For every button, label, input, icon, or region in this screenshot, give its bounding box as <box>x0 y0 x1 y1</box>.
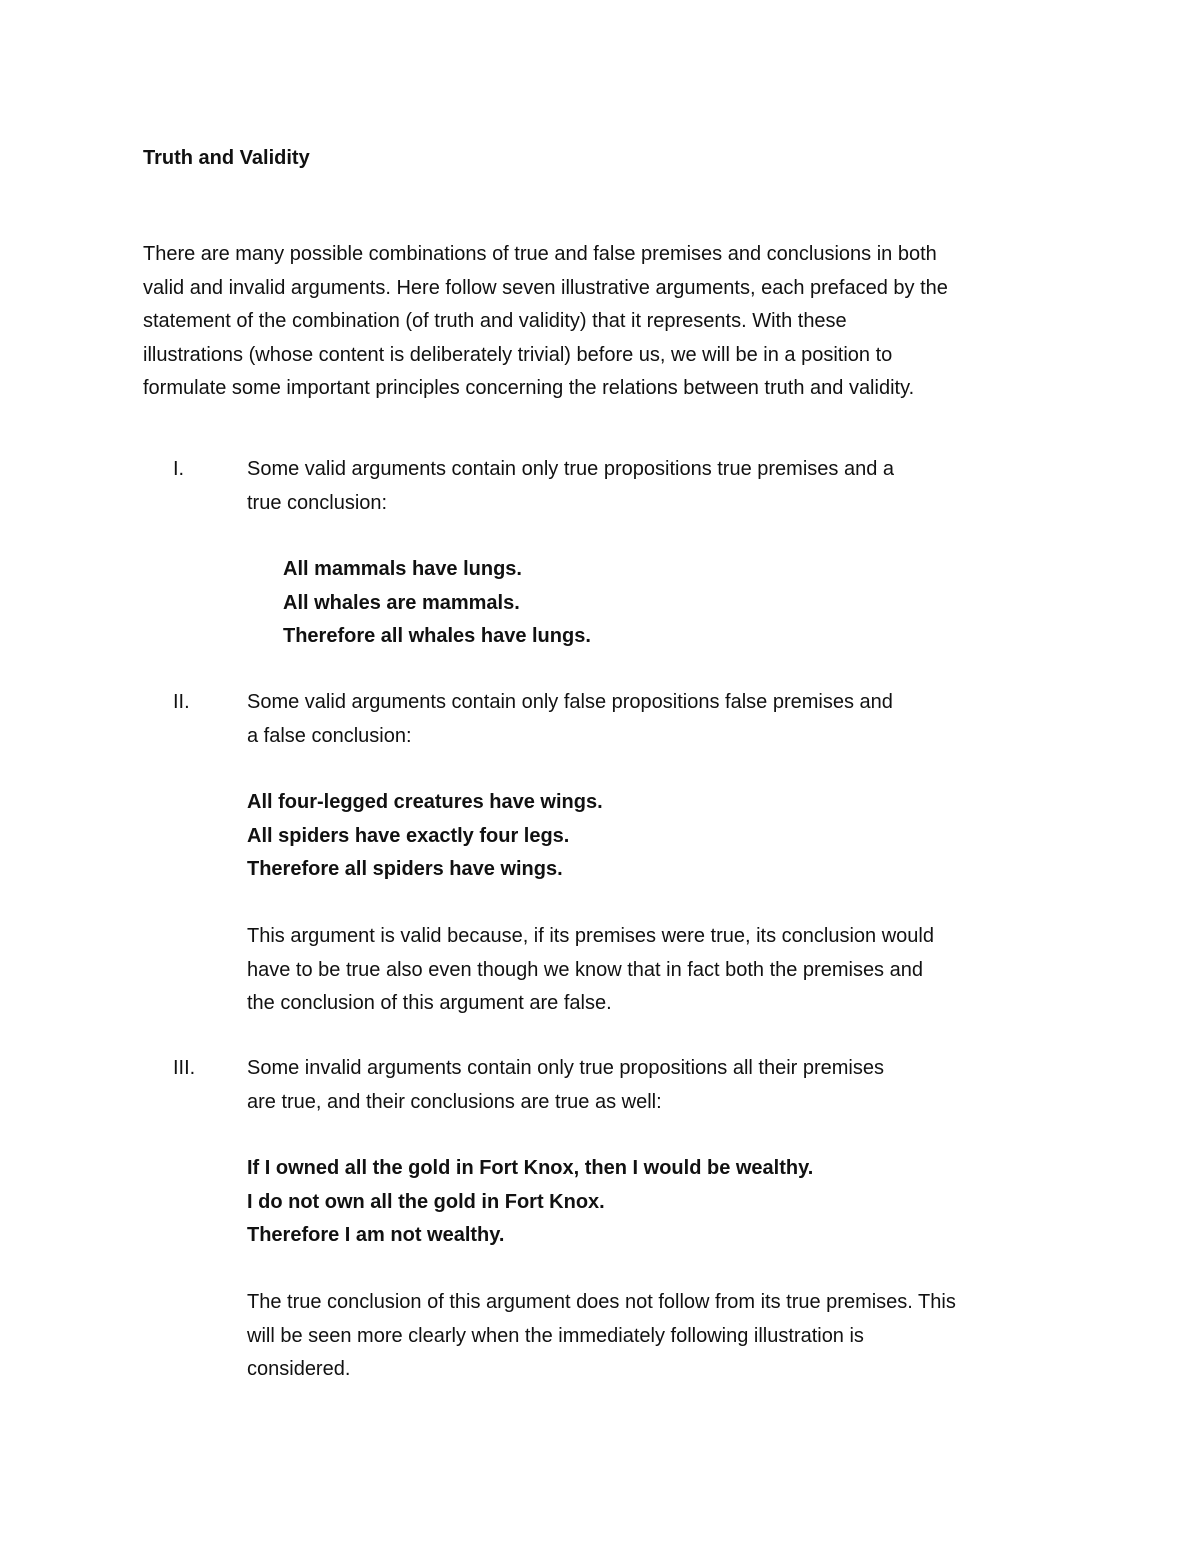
example-argument <box>247 1152 813 1253</box>
section-heading <box>247 1052 1047 1119</box>
intro-line: illustrations (whose content is deliberately trivial) before us, we will be in a position to <box>143 343 893 366</box>
intro-line: formulate some important principles concerning the relations between truth and validity. <box>143 377 915 399</box>
explanation-paragraph <box>247 920 1077 1021</box>
argument-conclusion: Therefore I am not wealthy. <box>247 1224 505 1246</box>
argument-premise: All mammals have lungs. <box>283 558 522 580</box>
example-argument <box>247 786 603 887</box>
section-heading <box>247 453 1047 520</box>
intro-line: There are many possible combinations of true and false premises and conclusions in both <box>143 243 937 265</box>
section-numeral: III. <box>173 1057 196 1079</box>
argument-premise: All whales are mammals. <box>283 591 520 614</box>
explanation-paragraph <box>247 1286 1077 1387</box>
heading-line: a false conclusion: <box>247 724 412 747</box>
intro-line: valid and invalid arguments. Here follow seven illustrative arguments, each prefaced by the <box>143 276 948 299</box>
note-line: This argument is valid because, if its premises were true, its conclusion would <box>247 925 934 947</box>
note-line: the conclusion of this argument are false. <box>247 992 612 1014</box>
section-numeral: I. <box>173 458 185 480</box>
heading-line: Some valid arguments contain only false propositions false premises and <box>247 691 893 713</box>
section-heading <box>247 686 1047 753</box>
example-argument <box>283 553 591 654</box>
document-title: Truth and Validity <box>143 147 310 169</box>
argument-conclusion: Therefore all spiders have wings. <box>247 858 563 880</box>
heading-line: Some invalid arguments contain only true propositions all their premises <box>247 1057 884 1079</box>
intro-paragraph <box>143 238 1073 406</box>
note-line: The true conclusion of this argument does not follow from its true premises. This <box>247 1291 956 1313</box>
argument-premise: All four-legged creatures have wings. <box>247 791 603 813</box>
heading-line: Some valid arguments contain only true propositions true premises and a <box>247 458 895 480</box>
argument-conclusion: Therefore all whales have lungs. <box>283 625 591 647</box>
note-line: considered. <box>247 1358 351 1380</box>
argument-premise: If I owned all the gold in Fort Knox, then I would be wealthy. <box>247 1157 814 1179</box>
note-line: will be seen more clearly when the immediately following illustration is <box>247 1324 864 1347</box>
note-line: have to be true also even though we know that in fact both the premises and <box>247 958 923 981</box>
argument-premise: All spiders have exactly four legs. <box>247 824 570 847</box>
argument-premise: I do not own all the gold in Fort Knox. <box>247 1190 605 1213</box>
section-numeral: II. <box>173 691 190 713</box>
intro-line: statement of the combination (of truth and validity) that it represents. With these <box>143 310 847 332</box>
heading-line: true conclusion: <box>247 491 388 514</box>
heading-line: are true, and their conclusions are true as well: <box>247 1090 662 1113</box>
